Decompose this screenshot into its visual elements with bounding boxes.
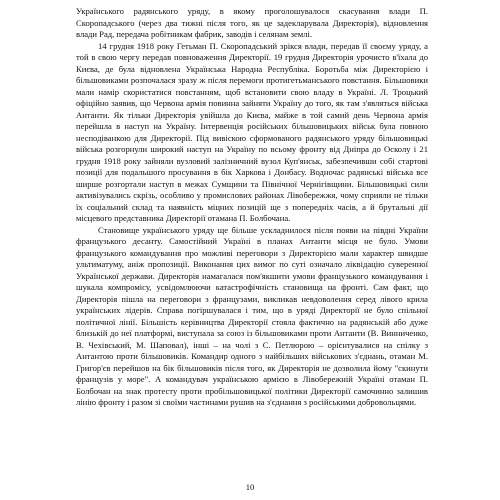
- page-number: 10: [245, 482, 255, 492]
- body-text: [76, 6, 428, 409]
- paragraph-2: 14 грудня 1918 року Гетьман П. Скоропадський зрікся влади, передав її своєму уряду, а той в свою чергу передав повноваження Директорії. 19 грудня Директорія урочисто в'їхала до Києва, де була відновлена Українська Народна Республіка. Боротьба між Директорією і більшовиками розпочалася зразу ж після перемоги протигетьманського повстання. Більшовики мали намір скористатися повстанням, щоб встановити свою владу в Україні. Л. Троцький офіційно заявив, що Червона армія повинна зайняти Україну до того, як там з'являться війська Антанти. Як тільки Директорія увійшла до Києва, майже в той самий день Червона армія перейшла в наступ на Україну. Інтервенція російських більшовицьких військ була повною несподіванкою для Директорії. Під вивіскою сформованого радянського уряду більшовицькі війська розгорнули широкий наступ на Україну по всьому фронту від Дніпра до Осколу і 21 грудня 1918 року зайняли вузловий залізничний вузол Куп'янськ, забезпечивши собі стартові позиції для подальшого просування в бік Харкова і Донбасу. Водночас радянські війська все ширше розгортали наступ в межах Сумщини та Північної Чернігівщини. Більшовицькі сили активізувались скрізь, особливо у промислових районах Лівобережжя, чому сприяли не тільки їх соціальний склад та наявність міцних позицій ще з попередніх часів, а й брутальні дії місцевого представника Директорії отамана П. Болбочана.: [76, 40, 428, 223]
- paragraph-1: Українського радянського уряду, в якому проголошувалося скасування влади П. Скоропадського (через два тижні після того, як це задекларувала Директорія), відновлення влади Рад, передача робітникам фабрик, заводів і селянам землі.: [76, 6, 428, 39]
- paragraph-3: Становище українського уряду ще більше ускладнилося після появи на півдні України французького десанту. Самостійний Україні в планах Антанти місця не було. Умови французького командування про можливі переговори з Директорією мали характер швидше ультиматуму, аніж пропозиції. Виконання цих вимог по суті означало ліквідацію суверенної Української держави. Директорія намагалася пом'якшити умови французького командування і шукала компромісу, усвідомлюючи катастрофічність становища на фронті. Сам факт, що Директорія пішла на переговори з французами, викликав невдоволення серед лівого крила українських лідерів. Справа погіршувалася і тим, що в уряді Директорії не було спільної політичної лінії. Більшість керівництва Директорії стояла фактично на радянській або дуже близькій до неї платформі, виступала за союз із більшовиками проти Антанти (В. Винниченко, В. Чехівський, М. Шаповал), інші – на чолі з С. Петлюрою – орієнтувалися на спілку з Антантою проти більшовиків. Командир одного з найбільших військових з'єднань, отаман М. Григор'єв перейшов на бік більшовиків після того, як Директорія не дозволила йому "скинути французів у море". А командувач українською армією в Лівобережній Україні отаман П. Болбочан на знак протесту проти пробільшовицької політики Директорії самочинно залишив лінію фронту і разом зі своїми частинами рушив на з'єднання з російськими добровольцями.: [76, 224, 428, 407]
